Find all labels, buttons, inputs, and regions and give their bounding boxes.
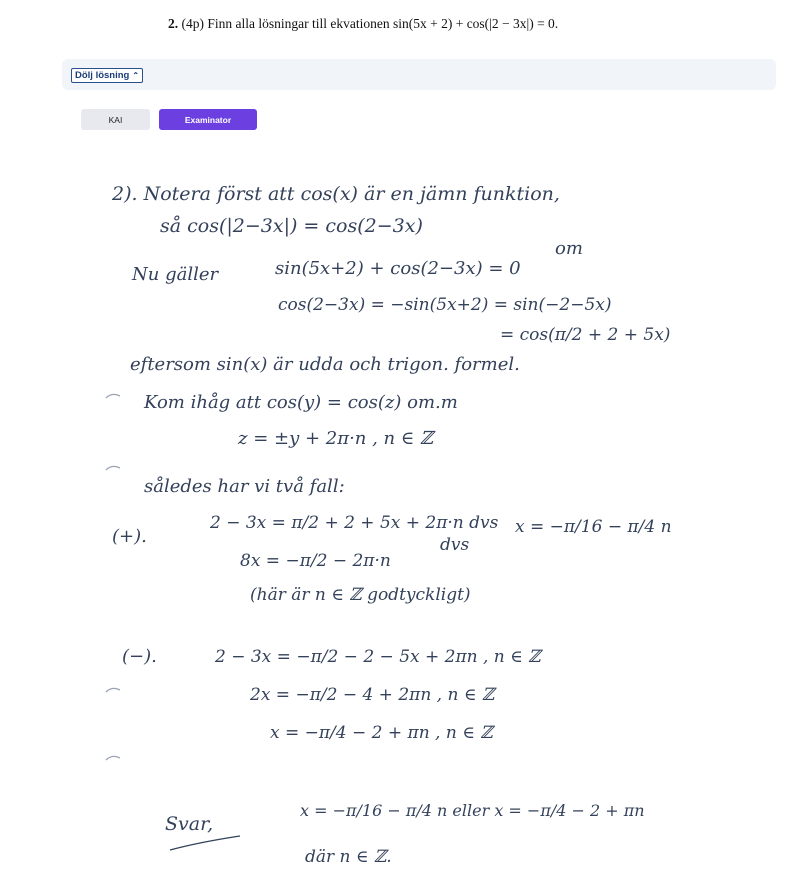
hw-line: (+). [112,526,147,547]
hw-line: så cos(|2−3x|) = cos(2−3x) [160,215,423,237]
margin-mark [106,688,120,692]
tab-kai-label: KAI [108,114,123,125]
hw-line: eftersom sin(x) är udda och trigon. formel. [130,354,520,375]
margin-mark [106,466,120,470]
hw-line: cos(2−3x) = −sin(5x+2) = sin(−2−5x) [278,295,612,315]
problem-statement [168,16,768,32]
hw-line: 2 − 3x = π/2 + 2 + 5x + 2π·n dvs [210,513,499,533]
hw-line: 8x = −π/2 − 2π·n [240,551,391,571]
answer-underline [170,836,240,850]
hide-solution-label: Dölj lösning [75,70,130,81]
hw-line: Svar, [165,813,214,835]
hw-line: (−). [122,646,157,667]
hw-line: dvs [440,535,470,555]
tab-kai[interactable] [81,109,150,130]
hw-line: 2 − 3x = −π/2 − 2 − 5x + 2πn , n ∈ ℤ [215,647,541,667]
problem-points: (4p) [181,16,204,31]
hw-line: x = −π/16 − π/4 n [515,517,672,537]
hw-line: 2x = −π/2 − 4 + 2πn , n ∈ ℤ [250,685,495,705]
hw-line: Nu gäller [132,264,219,285]
hw-line: om [555,238,583,259]
handwritten-solution-image [0,140,800,885]
hw-line: sin(5x+2) + cos(2−3x) = 0 [275,258,521,279]
hw-line: x = −π/4 − 2 + πn , n ∈ ℤ [270,723,493,743]
problem-number: 2. [168,16,179,31]
hw-line: 2). Notera först att cos(x) är en jämn funktion, [112,183,560,205]
margin-mark [106,756,120,760]
tab-examinator[interactable] [159,109,257,130]
hw-line: (här är n ∈ ℤ godtyckligt) [250,585,471,605]
solution-toggle-bar [62,59,776,90]
hw-line: x = −π/16 − π/4 n eller x = −π/4 − 2 + πn [300,801,645,820]
hw-line: således har vi två fall: [144,476,345,497]
hw-line: där n ∈ ℤ. [305,847,392,867]
hw-line: z = ±y + 2π·n , n ∈ ℤ [238,428,434,449]
hw-line: Kom ihåg att cos(y) = cos(z) om.m [144,392,458,413]
tab-examinator-label: Examinator [184,114,232,125]
margin-mark [106,394,120,398]
problem-text: Finn alla lösningar till ekvationen sin(5x + 2) + cos(|2 − 3x|) = 0. [207,16,559,31]
chevron-up-icon: ⌃ [132,70,140,80]
hw-line: = cos(π/2 + 2 + 5x) [500,325,671,345]
hide-solution-button[interactable] [71,68,143,83]
